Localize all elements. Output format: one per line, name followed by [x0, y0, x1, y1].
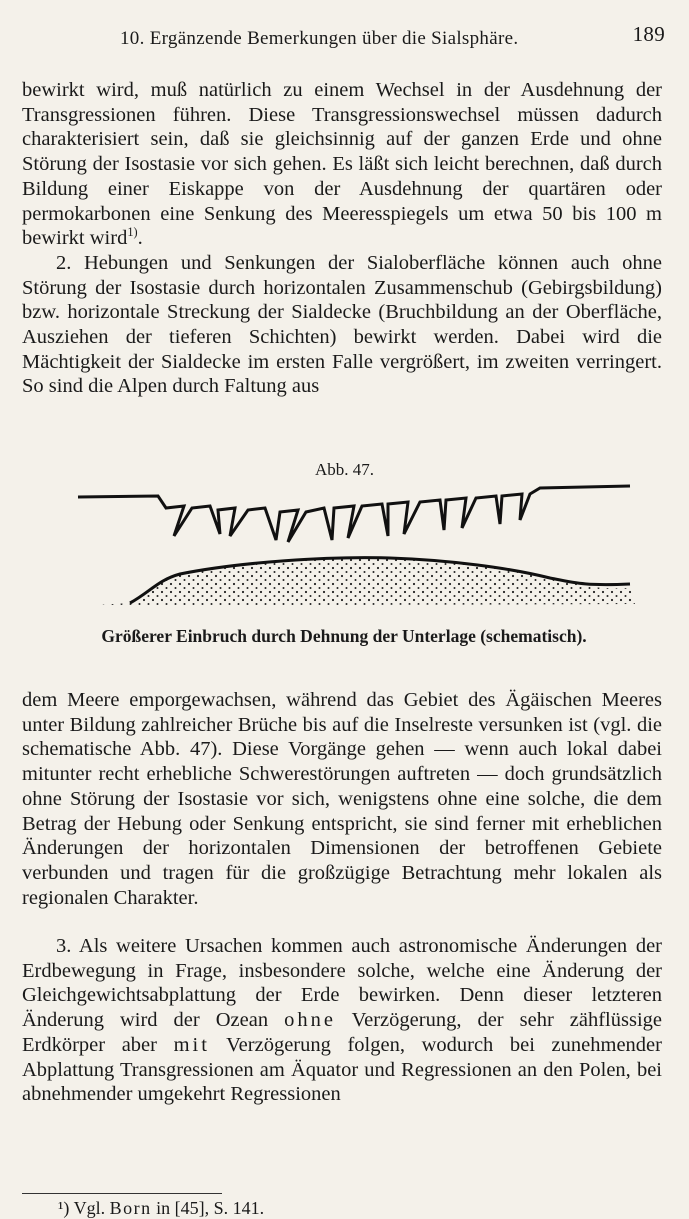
- paragraph-2: 2. Hebungen und Senkungen der Sialoberfläche können auch ohne Störung der Isostasie durch horizontalen Zusammenschub (Gebirgsbildung) bzw. horizontale Streckung der Sialdecke (Bruchbildung an der Oberfläche, Ausziehen der tieferen Schichten) bewirkt werden. Dabei wird die Mächtigkeit der Sialdecke im ersten Falle vergrößert, im zweiten verringert. So sind die Alpen durch Faltung aus: [22, 251, 662, 398]
- paragraph-1-end: .: [137, 227, 143, 250]
- footnote-vgl: Vgl.: [73, 1198, 106, 1218]
- emphasis-mit: mit: [173, 1033, 210, 1056]
- figure-diagram: [70, 478, 650, 628]
- footnote-reference: 1): [127, 225, 138, 240]
- figure-label: Abb. 47.: [314, 460, 375, 479]
- running-header: [24, 22, 665, 52]
- footnote-marker: ¹): [58, 1198, 70, 1218]
- paragraph-4-part-c: Verzögerung folgen, wodurch bei zunehmender Abplattung Transgressionen am Äquator und Regressionen an den Polen, bei abnehmender umgekehrt Regressionen: [22, 1033, 662, 1106]
- footnote: [58, 1198, 264, 1219]
- paragraph-1-text: bewirkt wird, muß natürlich zu einem Wechsel in der Ausdehnung der Transgressionen führen. Diese Transgressionswechsel müssen dadurch charakterisiert sein, daß sie gleichsinnig auf der ganzen Erde und ohne Störung der Isostasie vor sich gehen. Es läßt sich leicht berechnen, daß durch Bildung einer Eiskappe von der Ausdehnung der quartären oder permokarbonen eine Senkung des Meeresspiegels um etwa 50 bis 100 m bewirkt wird: [22, 79, 662, 250]
- paragraph-4-part-b: Verzögerung, der sehr zähflüssige Erdkörper aber: [22, 1009, 662, 1056]
- footnote-citation: in [45], S. 141.: [156, 1198, 265, 1218]
- figure-caption: Größerer Einbruch durch Dehnung der Unterlage (schematisch).: [101, 626, 587, 646]
- paragraph-1: [22, 78, 662, 251]
- text-block-top: [22, 78, 662, 399]
- footnote-rule: [22, 1193, 222, 1194]
- fault-surface-line: [78, 486, 630, 542]
- paragraph-4: [22, 934, 662, 1107]
- page-number: 189: [632, 22, 665, 46]
- text-block-bottom: [22, 934, 662, 1107]
- emphasis-ohne: ohne: [284, 1009, 336, 1032]
- footnote-author: Born: [109, 1198, 152, 1218]
- text-block-middle: [22, 688, 662, 910]
- paragraph-4-part-a: 3. Als weitere Ursachen kommen auch astronomische Änderungen der Erdbewegung in Frage, insbesondere solche, welche eine Änderung der Gleichgewichtsabplattung der Erde bewirken. Denn dieser letzteren Änderung wird der Ozean: [22, 935, 662, 1032]
- paragraph-3: dem Meere emporgewachsen, während das Gebiet des Ägäischen Meeres unter Bildung zahlreicher Brüche bis auf die Inselreste versunken ist (vgl. die schematische Abb. 47). Diese Vorgänge gehen — wenn auch lokal dabei mitunter recht erhebliche Schwerestörungen auftreten — doch grundsätzlich ohne Störung der Isostasie vor sich, wenigstens ohne eine solche, die dem Betrag der Hebung oder Senkung entspricht, sie sind ferner mit erheblichen Änderungen der horizontalen Dimensionen der betroffenen Gebiete verbunden und tragen für die großzügige Betrachtung mehr lokalen als regionalen Charakter.: [22, 689, 662, 909]
- chapter-title: 10. Ergänzende Bemerkungen über die Sialsphäre.: [120, 28, 519, 49]
